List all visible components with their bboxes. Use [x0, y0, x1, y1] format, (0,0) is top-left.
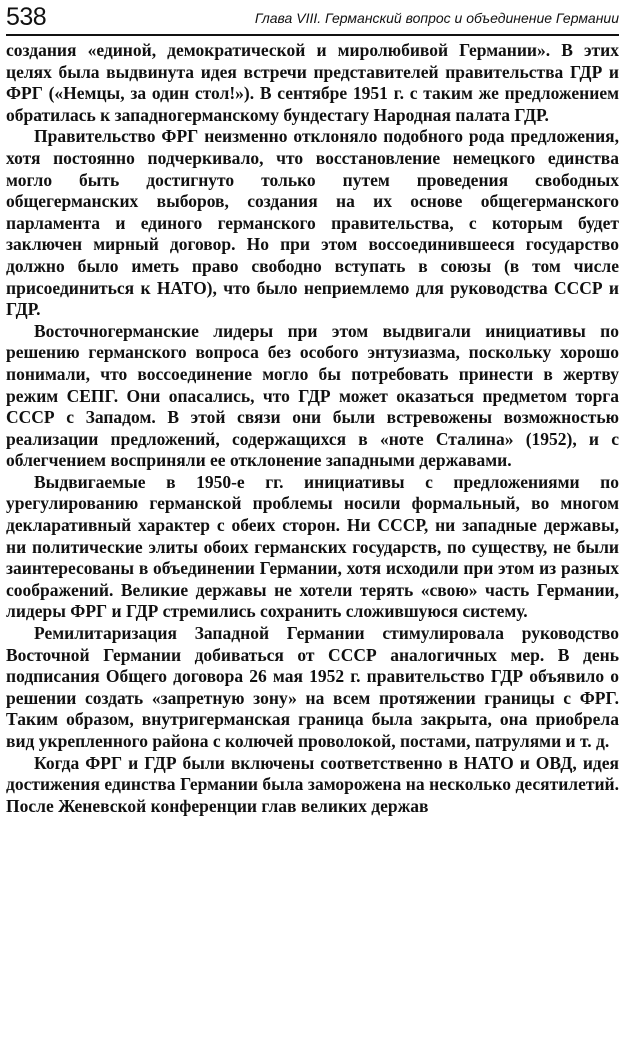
body-text: [6, 40, 619, 817]
paragraph: Когда ФРГ и ГДР были включены соответственно в НАТО и ОВД, идея достижения единства Германии была заморожена на несколько десятилетий. После Женевской конференции глав великих держав: [6, 752, 619, 816]
paragraph: Ремилитаризация Западной Германии стимулировала руководство Восточной Германии добиваться от СССР аналогичных мер. В день подписания Общего договора 26 мая 1952 г. правительство ГДР объявило о решении создать «запретную зону» на всем протяжении границы с ФРГ. Таким образом, внутригерманская граница была закрыта, она приобрела вид укрепленного района с колючей проволокой, постами, патрулями и т. д.: [6, 623, 619, 751]
running-head: Глава VIII. Германский вопрос и объединение Германии: [254, 10, 619, 26]
paragraph: Восточногерманские лидеры при этом выдвигали инициативы по решению германского вопроса без особого энтузиазма, поскольку хорошо понимали, что воссоединение могло бы потребовать принести в жертву режим СЕПГ. Они опасались, что ГДР может оказаться предметом торга СССР с Западом. В этой связи они были встревожены возможностью реализации предложений, содержащихся в «ноте Сталина» (1952), и с облегчением восприняли ее отклонение западными державами.: [6, 320, 619, 471]
book-page: [6, 0, 619, 1053]
paragraph: Выдвигаемые в 1950-е гг. инициативы с предложениями по урегулированию германской проблемы носили формальный, во многом декларативный характер с обеих сторон. Ни СССР, ни западные державы, ни политические элиты обоих германских государств, по существу, не были заинтересованы в объединении Германии, хотя исходили при этом из разных соображений. Великие державы не хотели терять «свою» часть Германии, лидеры ФРГ и ГДР стремились сохранить сложившуюся систему.: [6, 471, 619, 622]
page-number: 538: [6, 3, 47, 31]
paragraph: Правительство ФРГ неизменно отклоняло подобного рода предложения, хотя постоянно подчеркивало, что восстановление немецкого единства могло быть достигнуто только путем проведения свободных общегерманских выборов, создания на их основе общегерманского парламента и единого германского правительства, с которым будет заключен мирный договор. Но при этом воссоединившееся государство должно было иметь право свободно вступать в союзы (в том числе присоединиться к НАТО), что было неприемлемо для руководства СССР и ГДР.: [6, 126, 619, 320]
page-header: [6, 0, 619, 36]
paragraph-continued: создания «единой, демократической и миролюбивой Германии». В этих целях была выдвинута идея встречи представителей правительства ГДР и ФРГ («Немцы, за один стол!»). В сентябре 1951 г. с таким же предложением обратилась к западногерманскому бундестагу Народная палата ГДР.: [6, 40, 619, 125]
